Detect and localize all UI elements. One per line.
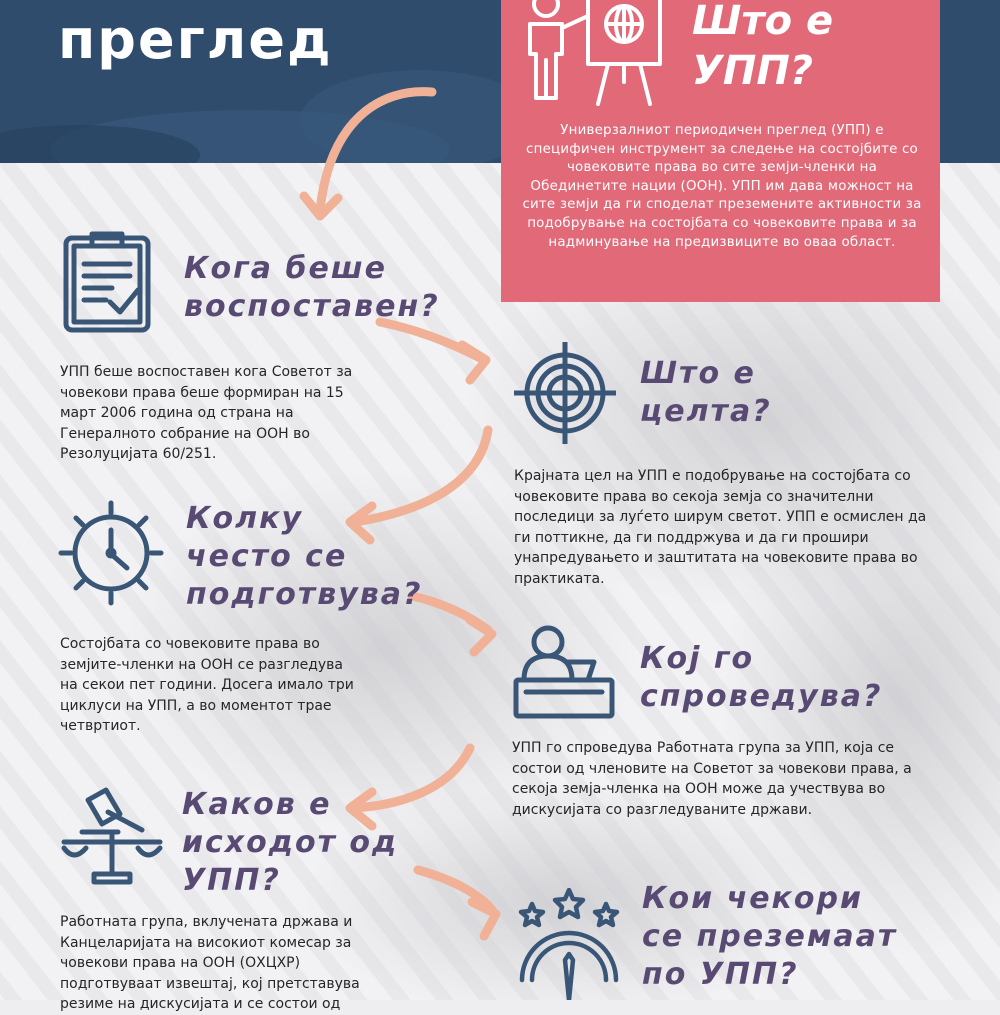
page-title: преглед (58, 8, 333, 71)
outcome-text: Работната група, вклучената држава и Канцеларијата на високиот комесар за човекови права на ООН (ОХЦХР) подготвуваат извештај, кој претставува резиме на дискусијата и се состои од (60, 914, 360, 1012)
intro-title-line1: Што е (692, 0, 834, 44)
established-text: УПП беше воспоставен кога Советот за човекови права беше формиран на 15 март 2006 година од страна на Генералното собрание на ООН во Резолуцијата 60/251. (60, 364, 353, 462)
arrow-2 (380, 322, 486, 380)
steps-heading-line3: по УПП? (642, 957, 799, 992)
intro-text: Универзалниот периодичен преглед (УПП) е специфичен инструмент за следење на состојбите со човековите права во сите земји-членки на Обединетите нации (ООН). УПП им дава можност на сите земји да ги споделат преземените активности за подобрување на состојбата со човековите права и за надминување на предизвиците во оваа област. (522, 123, 922, 250)
gauge-stars-icon (514, 888, 624, 1000)
established-heading-line2: воспоставен? (184, 289, 440, 324)
outcome-heading-line1: Каков е (182, 787, 332, 822)
arrow-1 (304, 92, 432, 216)
goal-heading-line2: целта? (640, 394, 772, 429)
frequency-heading-line1: Колку (186, 501, 304, 536)
conducts-text: УПП го спроведува Работната група за УПП, која се состои од членовите на Советот за човекови права, а секоја земја-членка на ООН може да учествува во дискусијата со разгледуваните држави. (512, 740, 912, 818)
gavel-scales-icon (58, 786, 166, 886)
target-icon (512, 340, 618, 446)
conducts-heading-line1: Кој го (640, 641, 755, 676)
conducts-heading-line2: спроведува? (640, 679, 883, 714)
outcome-heading-line2: исходот од (182, 825, 399, 860)
established-heading (184, 250, 440, 326)
arrow-6 (418, 870, 496, 936)
clipboard-check-icon (62, 230, 152, 334)
clock-gear-icon (58, 500, 164, 606)
intro-title-line2: УПП? (692, 48, 813, 94)
goal-heading (640, 355, 772, 431)
goal-text: Крајната цел на УПП е подобрување на состојбата со човековите права во секоја земја со значителни последици за луѓето ширум светот. УПП е осмислен да ги поттикне, да ги поддржува и да ги прошири унапредувањето и заштитата на човековите права во практиката. (514, 468, 927, 587)
outcome-heading-line3: УПП? (182, 863, 281, 898)
steps-heading-line1: Кои чекори (642, 881, 864, 916)
arrow-4 (412, 596, 492, 652)
goal-heading-line1: Што е (640, 356, 756, 391)
frequency-heading-line2: често се (186, 539, 348, 574)
frequency-heading (186, 500, 422, 614)
steps-heading (642, 880, 897, 994)
conducts-heading (640, 640, 882, 716)
frequency-text: Состојбата со човековите права во земјите-членки на ООН се разгледува на секои пет години. Досега имало три циклуси на УПП, а во моментот трае четвртиот. (60, 636, 354, 734)
frequency-heading-line3: подготвува? (186, 577, 423, 612)
established-heading-line1: Кога беше (184, 251, 387, 286)
steps-heading-line2: се преземаат (642, 919, 898, 954)
person-at-desk-icon (512, 624, 616, 720)
outcome-heading (182, 786, 398, 900)
